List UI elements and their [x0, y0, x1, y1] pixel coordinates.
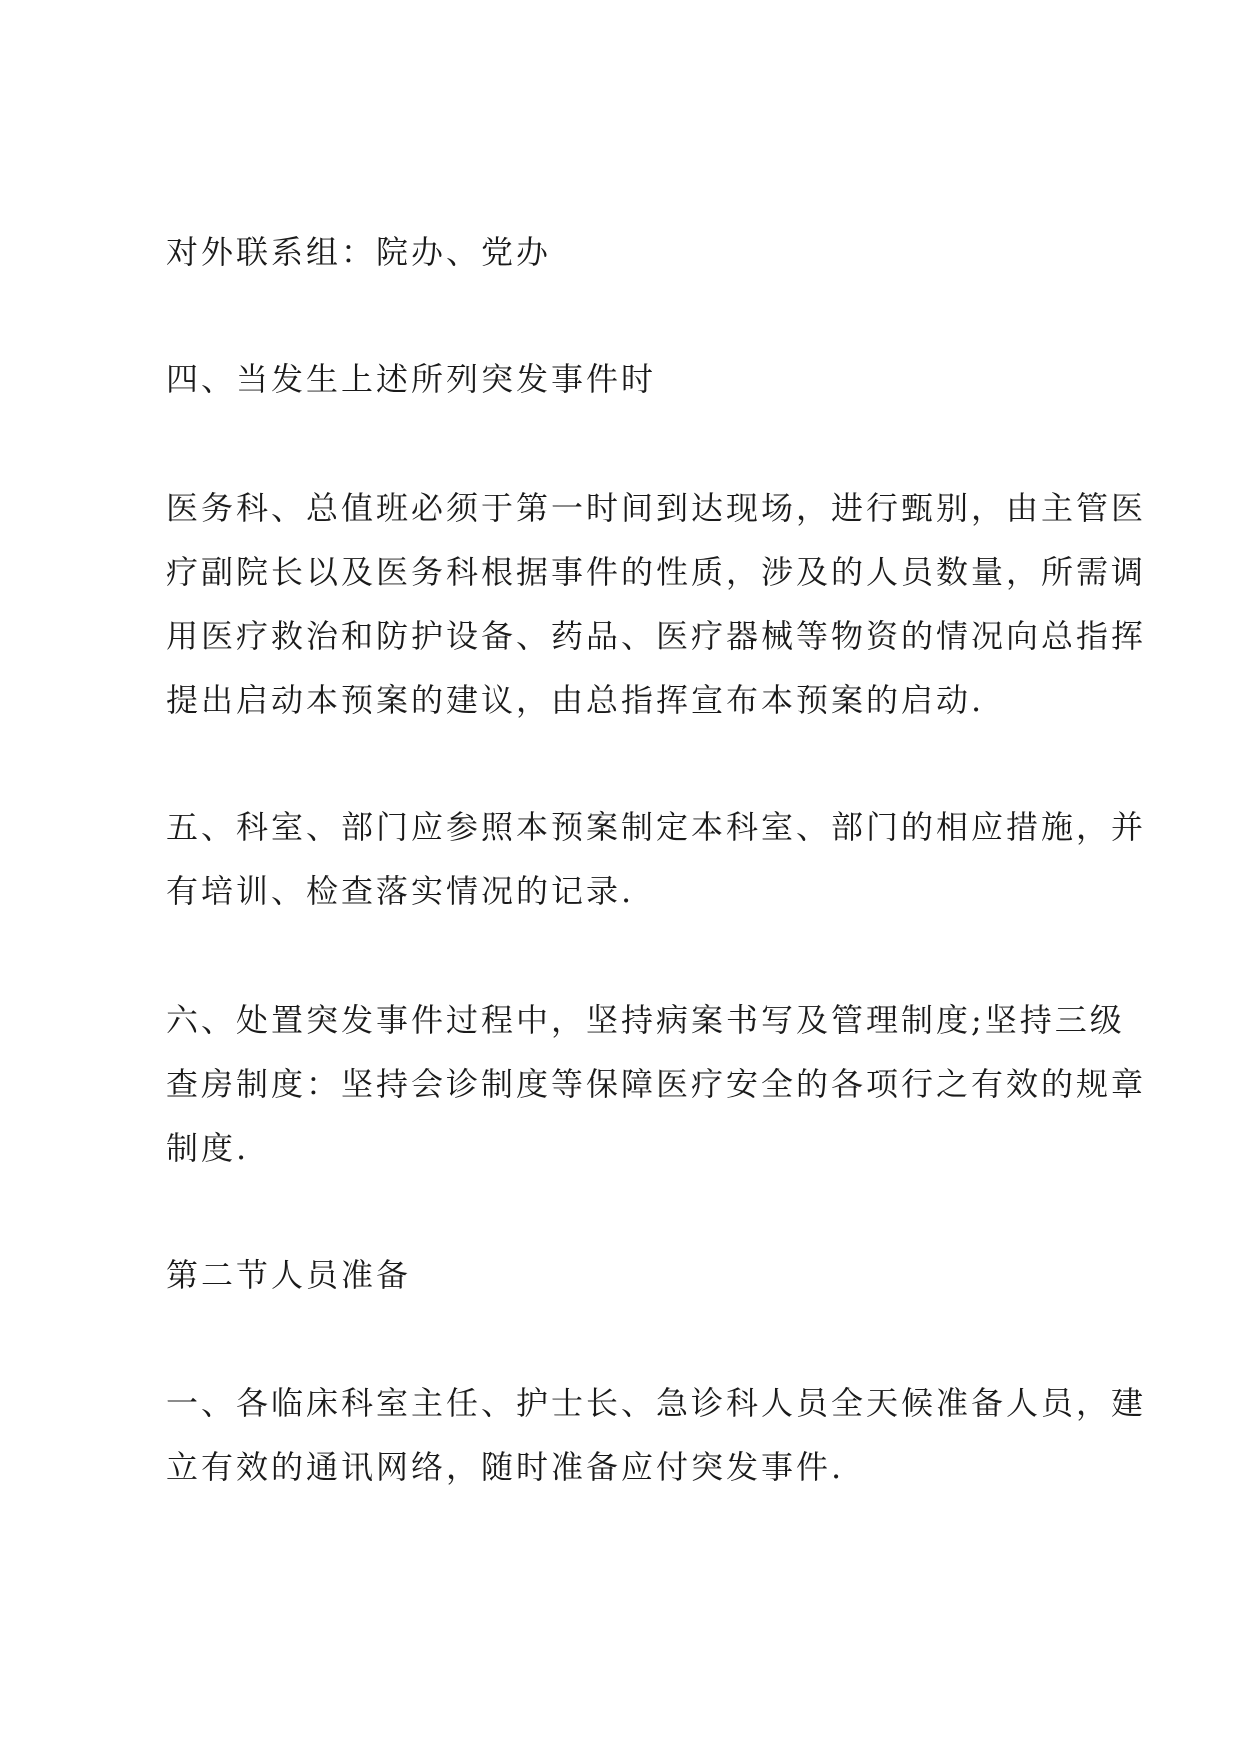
text-line: 第二节人员准备	[166, 1256, 412, 1294]
paragraph-section-six	[166, 988, 1147, 1180]
text-line: 查房制度：坚持会诊制度等保障医疗安全的各项行之有效的规章	[166, 1065, 1147, 1103]
paragraph-section-four-heading	[166, 347, 1091, 411]
text-line: 四、当发生上述所列突发事件时	[166, 360, 657, 398]
text-line: 对外联系组：院办、党办	[166, 233, 552, 271]
text-line: 用医疗救治和防护设备、药品、医疗器械等物资的情况向总指挥	[166, 617, 1147, 655]
text-line: 五、科室、部门应参照本预案制定本科室、部门的相应措施，并	[166, 808, 1147, 846]
paragraph-section-five	[166, 795, 1147, 923]
text-line: 提出启动本预案的建议，由总指挥宣布本预案的启动.	[166, 681, 985, 719]
paragraph-medical-affairs-response	[166, 476, 1147, 732]
text-line: 疗副院长以及医务科根据事件的性质，涉及的人员数量，所需调	[166, 553, 1147, 591]
paragraph-external-liaison	[166, 220, 1091, 284]
text-line: 制度.	[166, 1129, 250, 1167]
section-heading-personnel-preparation	[166, 1243, 1091, 1307]
paragraph-personnel-one	[166, 1371, 1147, 1499]
text-line: 立有效的通讯网络，随时准备应付突发事件.	[166, 1448, 845, 1486]
text-line: 有培训、检查落实情况的记录.	[166, 872, 635, 910]
text-line: 六、处置突发事件过程中，坚持病案书写及管理制度;坚持三级	[166, 1001, 1125, 1039]
text-line: 医务科、总值班必须于第一时间到达现场，进行甄别，由主管医	[166, 489, 1147, 527]
text-line: 一、各临床科室主任、护士长、急诊科人员全天候准备人员，建	[166, 1384, 1147, 1422]
